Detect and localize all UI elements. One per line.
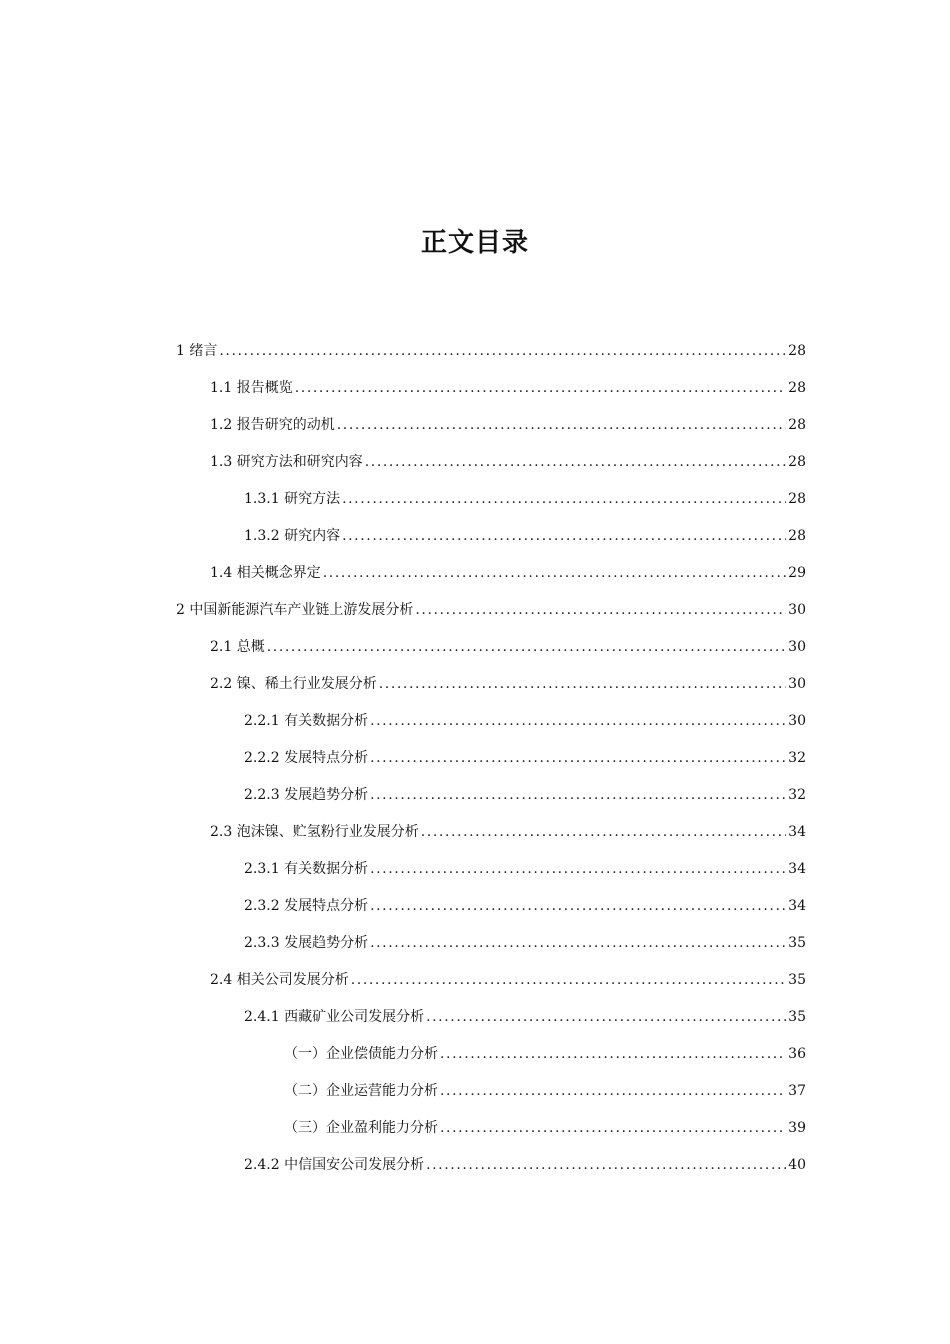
toc-entry-line <box>244 897 950 915</box>
toc-entry-label: 2.2 镍、稀土行业发展分析 <box>210 675 377 692</box>
toc-dot-leader <box>415 601 786 619</box>
toc-entry-line <box>284 1119 950 1137</box>
toc-entry-line <box>210 564 950 582</box>
toc-entry-label: 1.2 报告研究的动机 <box>210 416 335 433</box>
toc-dot-leader <box>370 712 786 730</box>
toc-dot-leader <box>342 490 786 508</box>
toc-entry-label: （三）企业盈利能力分析 <box>284 1119 438 1136</box>
toc-entry-line <box>210 416 950 434</box>
toc-dot-leader <box>337 416 786 434</box>
toc-entry-label: 2.3.3 发展趋势分析 <box>244 934 369 951</box>
toc-entry-label: 2.2.2 发展特点分析 <box>244 749 369 766</box>
toc-entry-line <box>244 1156 950 1174</box>
toc-entry[interactable] <box>0 1035 950 1072</box>
toc-page-number: 30 <box>788 675 806 692</box>
toc-page-number: 35 <box>788 934 806 951</box>
toc-dot-leader <box>440 1045 786 1063</box>
toc-entry-line <box>244 527 950 545</box>
toc-entry-line <box>210 379 950 397</box>
toc-entry-label: 1.3 研究方法和研究内容 <box>210 453 363 470</box>
toc-entry[interactable] <box>0 813 950 850</box>
table-of-contents <box>0 332 950 1183</box>
toc-page-number: 28 <box>788 453 806 470</box>
toc-entry[interactable] <box>0 924 950 961</box>
toc-dot-leader <box>426 1156 786 1174</box>
toc-entry[interactable] <box>0 591 950 628</box>
toc-entry-line <box>244 860 950 878</box>
toc-entry[interactable] <box>0 776 950 813</box>
toc-entry[interactable] <box>0 517 950 554</box>
toc-page-number: 28 <box>788 342 806 359</box>
toc-entry-line <box>244 490 950 508</box>
toc-entry-label: 2.2.3 发展趋势分析 <box>244 786 369 803</box>
toc-entry[interactable] <box>0 1146 950 1183</box>
toc-dot-leader <box>365 453 786 471</box>
toc-page-number: 37 <box>788 1082 806 1099</box>
toc-entry-line <box>244 786 950 804</box>
toc-entry-line <box>176 342 950 360</box>
toc-page-number: 40 <box>788 1156 806 1173</box>
toc-entry-label: 2.3.1 有关数据分析 <box>244 860 369 877</box>
page-title: 正文目录 <box>420 228 529 258</box>
toc-entry-label: 1 绪言 <box>176 342 218 359</box>
toc-entry[interactable] <box>0 665 950 702</box>
toc-entry-line <box>210 823 950 841</box>
toc-entry-label: 2.3.2 发展特点分析 <box>244 897 369 914</box>
toc-entry[interactable] <box>0 1109 950 1146</box>
toc-entry-label: 1.1 报告概览 <box>210 379 293 396</box>
toc-dot-leader <box>379 675 786 693</box>
toc-entry-label: 2.2.1 有关数据分析 <box>244 712 369 729</box>
toc-entry[interactable] <box>0 739 950 776</box>
toc-page-number: 28 <box>788 416 806 433</box>
toc-dot-leader <box>351 971 786 989</box>
toc-dot-leader <box>323 564 786 582</box>
toc-page-number: 35 <box>788 1008 806 1025</box>
toc-dot-leader <box>426 1008 786 1026</box>
toc-entry-label: 1.3.2 研究内容 <box>244 527 341 544</box>
toc-page-number: 34 <box>788 823 806 840</box>
toc-entry-label: 2.4.2 中信国安公司发展分析 <box>244 1156 425 1173</box>
toc-page-number: 28 <box>788 527 806 544</box>
toc-entry-line <box>244 749 950 767</box>
toc-entry-label: 2 中国新能源汽车产业链上游发展分析 <box>176 601 414 618</box>
toc-dot-leader <box>440 1082 786 1100</box>
toc-entry-label: 2.1 总概 <box>210 638 265 655</box>
toc-dot-leader <box>219 342 786 360</box>
toc-entry-label: 1.3.1 研究方法 <box>244 490 341 507</box>
toc-page-number: 35 <box>788 971 806 988</box>
toc-entry[interactable] <box>0 850 950 887</box>
toc-page-number: 34 <box>788 897 806 914</box>
toc-dot-leader <box>295 379 786 397</box>
toc-page-number: 32 <box>788 749 806 766</box>
toc-entry-label: 2.3 泡沫镍、贮氢粉行业发展分析 <box>210 823 419 840</box>
toc-page-number: 28 <box>788 379 806 396</box>
toc-page-number: 39 <box>788 1119 806 1136</box>
toc-entry-label: 1.4 相关概念界定 <box>210 564 321 581</box>
toc-entry-line <box>284 1045 950 1063</box>
toc-entry[interactable] <box>0 628 950 665</box>
toc-dot-leader <box>370 749 786 767</box>
toc-entry[interactable] <box>0 369 950 406</box>
toc-page-number: 29 <box>788 564 806 581</box>
toc-entry[interactable] <box>0 702 950 739</box>
toc-dot-leader <box>370 786 786 804</box>
toc-page-number: 34 <box>788 860 806 877</box>
toc-entry[interactable] <box>0 887 950 924</box>
toc-dot-leader <box>370 897 786 915</box>
toc-entry[interactable] <box>0 1072 950 1109</box>
toc-page-number: 36 <box>788 1045 806 1062</box>
toc-dot-leader <box>370 934 786 952</box>
toc-entry-line <box>210 971 950 989</box>
toc-entry-label: 2.4 相关公司发展分析 <box>210 971 349 988</box>
toc-page-number: 30 <box>788 712 806 729</box>
toc-dot-leader <box>370 860 786 878</box>
toc-page-number: 28 <box>788 490 806 507</box>
toc-entry[interactable] <box>0 480 950 517</box>
toc-entry[interactable] <box>0 554 950 591</box>
toc-entry-label: （一）企业偿债能力分析 <box>284 1045 438 1062</box>
toc-entry-line <box>210 675 950 693</box>
toc-entry[interactable] <box>0 332 950 369</box>
toc-page-number: 32 <box>788 786 806 803</box>
toc-entry-line <box>210 638 950 656</box>
toc-dot-leader <box>421 823 786 841</box>
toc-entry[interactable] <box>0 961 950 998</box>
toc-entry-line <box>210 453 950 471</box>
toc-entry[interactable] <box>0 998 950 1035</box>
toc-dot-leader <box>440 1119 786 1137</box>
toc-page-number: 30 <box>788 638 806 655</box>
toc-entry-line <box>244 712 950 730</box>
toc-entry-label: 2.4.1 西藏矿业公司发展分析 <box>244 1008 425 1025</box>
toc-entry-label: （二）企业运营能力分析 <box>284 1082 438 1099</box>
toc-entry-line <box>244 1008 950 1026</box>
toc-dot-leader <box>267 638 786 656</box>
toc-entry-line <box>244 934 950 952</box>
toc-entry[interactable] <box>0 443 950 480</box>
toc-entry-line <box>176 601 950 619</box>
toc-dot-leader <box>342 527 786 545</box>
toc-page-number: 30 <box>788 601 806 618</box>
toc-entry[interactable] <box>0 406 950 443</box>
toc-entry-line <box>284 1082 950 1100</box>
